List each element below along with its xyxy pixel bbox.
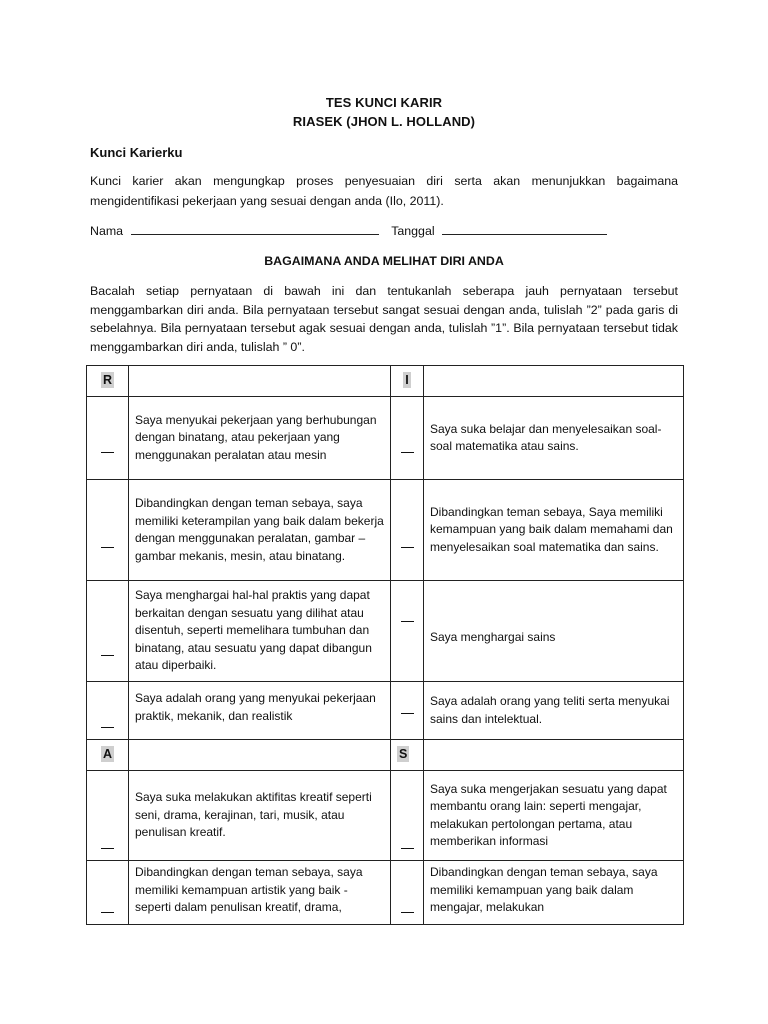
date-field-line[interactable]	[442, 224, 607, 235]
answer-blank[interactable]	[391, 682, 424, 740]
section-label: Kunci Karierku	[90, 145, 183, 160]
statement-cell: Saya suka belajar dan menyelesaikan soal-soal matematika atau sains.	[424, 397, 684, 480]
header-cell-i	[391, 366, 424, 397]
answer-blank[interactable]	[87, 480, 129, 581]
answer-blank[interactable]	[87, 682, 129, 740]
statement-cell: Dibandingkan teman sebaya, Saya memiliki kemampuan yang baik dalam memahami dan menyelesaikan soal matematika dan sains.	[424, 480, 684, 581]
header-letter: I	[405, 373, 409, 388]
answer-blank[interactable]	[391, 397, 424, 480]
statement-cell: Saya adalah orang yang teliti serta menyukai sains dan intelektual.	[424, 682, 684, 740]
date-label: Tanggal	[391, 224, 435, 238]
table-row	[87, 771, 684, 861]
riasec-table	[86, 365, 684, 925]
header-letter: A	[102, 747, 113, 762]
statement-cell: Saya suka melakukan aktifitas kreatif seperti seni, drama, kerajinan, tari, musik, atau penulisan kreatif.	[129, 771, 391, 861]
table-header-row	[87, 366, 684, 397]
header-spacer	[424, 366, 684, 397]
instructions-paragraph: Bacalah setiap pernyataan di bawah ini dan tentukanlah seberapa jauh pernyataan tersebut menggambarkan diri anda. Bila pernyataan tersebut sangat sesuai dengan anda, tulislah ”2” pada garis di sebelahnya. Bila pernyataan tersebut agak sesuai dengan anda, tulislah ”1”. Bila pernyataan tersebut tidak menggambarkan diri anda, tulislah ” 0”.	[90, 284, 678, 354]
statement-cell: Dibandingkan dengan teman sebaya, saya memiliki kemampuan artistik yang baik - seperti dalam penulisan kreatif, drama,	[129, 861, 391, 925]
header-letter: R	[102, 373, 113, 388]
answer-blank[interactable]	[391, 581, 424, 682]
header-spacer	[129, 366, 391, 397]
name-label: Nama	[90, 224, 124, 238]
answer-blank[interactable]	[87, 861, 129, 925]
answer-blank[interactable]	[391, 861, 424, 925]
table-row	[87, 581, 684, 682]
table-row	[87, 861, 684, 925]
table-row	[87, 682, 684, 740]
statement-cell: Saya menghargai hal-hal praktis yang dapat berkaitan dengan sesuatu yang dilihat atau disentuh, seperti memelihara tumbuhan dan binatang, atau sesuatu yang dapat dibangun atau diperbaiki.	[129, 581, 391, 682]
header-cell-a	[87, 740, 129, 771]
document-title: TES KUNCI KARIR	[325, 95, 443, 110]
document-subtitle: RIASEK (JHON L. HOLLAND)	[292, 114, 476, 129]
answer-blank[interactable]	[87, 771, 129, 861]
statement-cell: Saya menghargai sains	[424, 581, 684, 682]
table-header-row	[87, 740, 684, 771]
intro-paragraph: Kunci karier akan mengungkap proses penyesuaian diri serta akan menunjukkan bagaimana mengidentifikasi pekerjaan yang sesuai dengan anda (Ilo, 2011).	[90, 174, 678, 208]
name-field-line[interactable]	[131, 224, 379, 235]
answer-blank[interactable]	[391, 480, 424, 581]
statement-cell: Saya menyukai pekerjaan yang berhubungan dengan binatang, atau pekerjaan yang menggunakan peralatan atau mesin	[129, 397, 391, 480]
table-row	[87, 397, 684, 480]
statement-cell: Saya suka mengerjakan sesuatu yang dapat membantu orang lain: seperti mengajar, melakukan pertolongan pertama, atau memberikan informasi	[424, 771, 684, 861]
statement-cell: Dibandingkan dengan teman sebaya, saya memiliki kemampuan yang baik dalam mengajar, melakukan	[424, 861, 684, 925]
header-spacer	[129, 740, 391, 771]
section-heading: BAGAIMANA ANDA MELIHAT DIRI ANDA	[264, 254, 504, 268]
header-cell-s	[391, 740, 424, 771]
table-row	[87, 480, 684, 581]
header-cell-r	[87, 366, 129, 397]
name-date-line	[90, 224, 690, 238]
answer-blank[interactable]	[87, 397, 129, 480]
answer-blank[interactable]	[391, 771, 424, 861]
header-letter: S	[399, 747, 408, 762]
statement-cell: Saya adalah orang yang menyukai pekerjaan praktik, mekanik, dan realistik	[129, 682, 391, 740]
header-spacer	[424, 740, 684, 771]
statement-cell: Dibandingkan dengan teman sebaya, saya memiliki keterampilan yang baik dalam bekerja dengan menggunakan peralatan, gambar –gambar mekanis, mesin, atau binatang.	[129, 480, 391, 581]
answer-blank[interactable]	[87, 581, 129, 682]
